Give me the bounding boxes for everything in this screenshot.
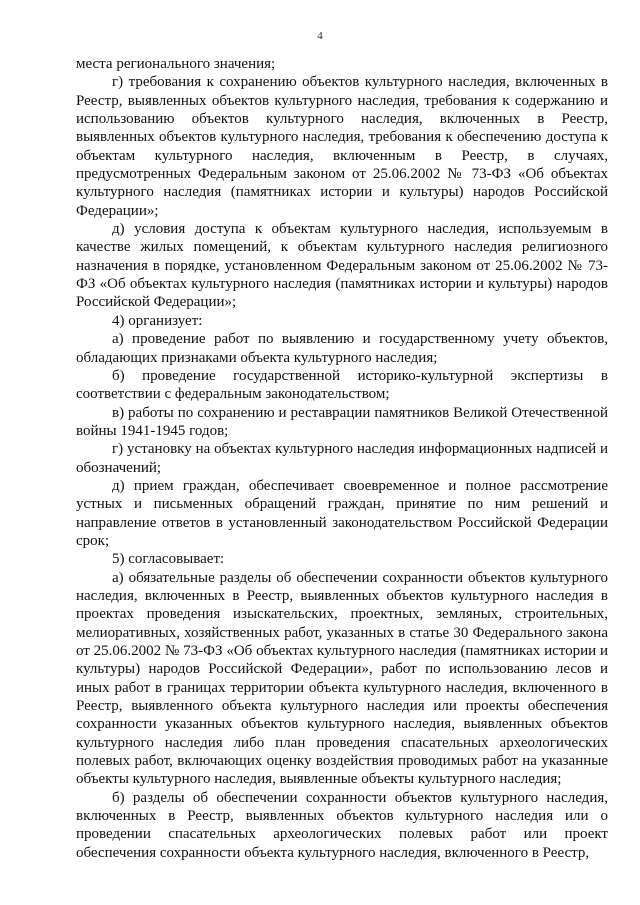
paragraph-item-a-identification: а) проведение работ по выявлению и государственному учету объектов, обладающих признаками объекта культурного наследия; [76, 331, 608, 366]
paragraph-item-a-mandatory-sections: а) обязательные разделы об обеспечении сохранности объектов культурного наследия, включенных в Реестр, выявленных объектов культурного наследия в проектах проведения изыскательских, проектных, земляных, строительных, мелиоративных, хозяйственных работ, указанных в статье 30 Федерального закона от 25.06.2002 № 73-ФЗ «Об объектах культурного наследия (памятниках истории и культуры) народов Российской Федерации», работ по использованию лесов и иных работ в границах территории объекта культурного наследия, включенного в Реестр, выявленного объекта культурного наследия или проекты обеспечения сохранности указанных объектов культурного наследия, выявленных объектов культурного наследия либо план проведения спасательных археологических полевых работ, включающих оценку воздействия проводимых работ на указанные объекты культурного наследия, выявленные объекты культурного наследия; [76, 569, 608, 788]
paragraph-section-4-heading: 4) организует: [112, 312, 203, 329]
paragraph-item-d-access-conditions: д) условия доступа к объектам культурного наследия, используемым в качестве жилых помещений, к объектам культурного наследия религиозного назначения в порядке, установленном Федеральным законом от 25.06.2002 № 73-ФЗ «Об объектах культурного наследия (памятниках истории и культуры) народов Российской Федерации»; [76, 221, 608, 311]
paragraph-item-d-citizen-reception: д) прием граждан, обеспечивает своевременное и полное рассмотрение устных и письменных обращений граждан, принятие по ним решений и направление ответов в установленный законодательством Российской Федерации срок; [76, 477, 608, 549]
paragraph-item-b-preservation-sections: б) разделы об обеспечении сохранности объектов культурного наследия, включенных в Реестр, выявленных объектов культурного наследия или о проведении спасательных археологических полевых работ или проект обеспечения сохранности объекта культурного наследия, включенного в Реестр, [76, 789, 608, 861]
paragraph-item-b-expertise: б) проведение государственной историко-культурной экспертизы в соответствии с федеральным законодательством; [76, 367, 608, 403]
paragraph-item-g-signage: г) установку на объектах культурного наследия информационных надписей и обозначений; [76, 441, 608, 476]
paragraph-continuation: места регионального значения; [76, 56, 276, 72]
paragraph-item-v-restoration: в) работы по сохранению и реставрации памятников Великой Отечественной войны 1941-1945 годов; [76, 404, 608, 439]
paragraph-section-5-heading: 5) согласовывает: [112, 551, 225, 568]
page-number: 4 [317, 30, 323, 42]
paragraph-item-g-requirements: г) требования к сохранению объектов культурного наследия, включенных в Реестр, выявленных объектов культурного наследия, требования к содержанию и использованию объектов культурного наследия, включенных в Реестр, выявленных объектов культурного наследия, требования к обеспечению доступа к объектам культурного наследия, включенным в Реестр, в случаях, предусмотренных Федеральным законом от 25.06.2002 № 73-ФЗ «Об объектах культурного наследия (памятниках истории и культуры) народов Российской Федерации»; [76, 74, 608, 219]
document-body [76, 55, 608, 862]
